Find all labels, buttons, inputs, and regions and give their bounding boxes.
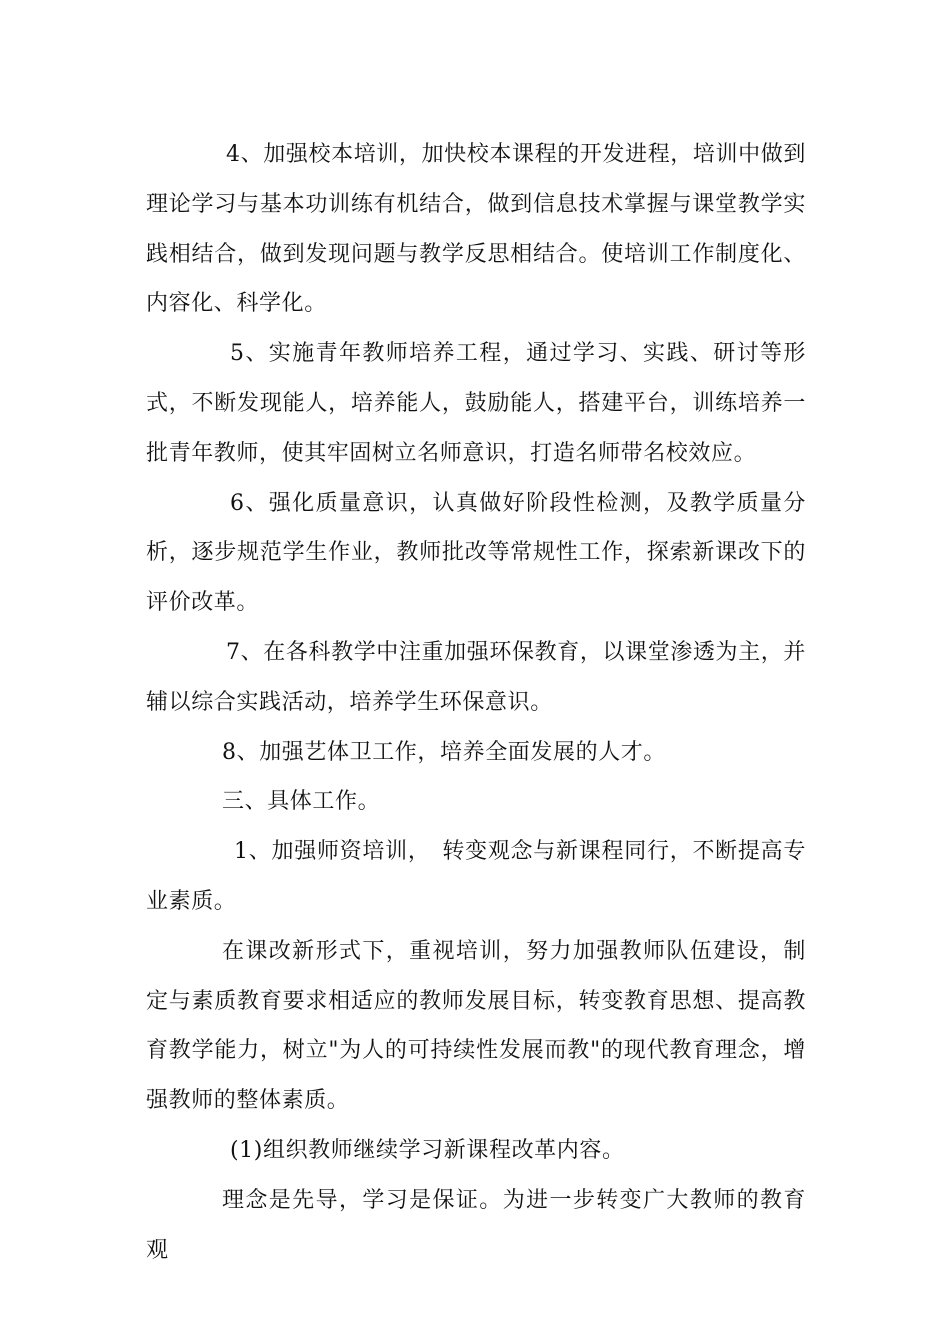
document-body [146,130,806,1275]
paragraph-item-7: 7、在各科教学中注重加强环保教育，以课堂渗透为主，并辅以综合实践活动，培养学生环保意识。 [146,639,806,715]
paragraph-item-6: 6、强化质量意识，认真做好阶段性检测，及教学质量分析，逐步规范学生作业，教师批改等常规性工作，探索新课改下的评价改革。 [146,490,806,616]
paragraph-concept: 理念是先导，学习是保证。为进一步转变广大教师的教育观 [146,1187,806,1263]
paragraph-item-5: 5、实施青年教师培养工程，通过学习、实践、研讨等形式，不断发现能人，培养能人，鼓励能人，搭建平台，训练培养一批青年教师，使其牢固树立名师意识，打造名师带名校效应。 [146,341,806,466]
paragraph-work-1: 1、加强师资培训， 转变观念与新课程同行，不断提高专业素质。 [146,839,806,914]
paragraph-item-8: 8、加强艺体卫工作，培养全面发展的人才。 [222,739,666,765]
paragraph-item-4: 4、加强校本培训，加快校本课程的开发进程，培训中做到理论学习与基本功训练有机结合，做到信息技术掌握与课堂教学实践相结合，做到发现问题与教学反思相结合。使培训工作制度化、内容化、科学化。 [146,142,806,317]
paragraph-training-body: 在课改新形式下，重视培训，努力加强教师队伍建设，制定与素质教育要求相适应的教师发展目标，转变教育思想、提高教育教学能力，树立"为人的可持续性发展而教"的现代教育理念，增强教师的整体素质。 [146,938,806,1114]
section-heading-3: 三、具体工作。 [222,789,381,815]
paragraph-subitem-1: (1)组织教师继续学习新课程改革内容。 [230,1137,625,1163]
